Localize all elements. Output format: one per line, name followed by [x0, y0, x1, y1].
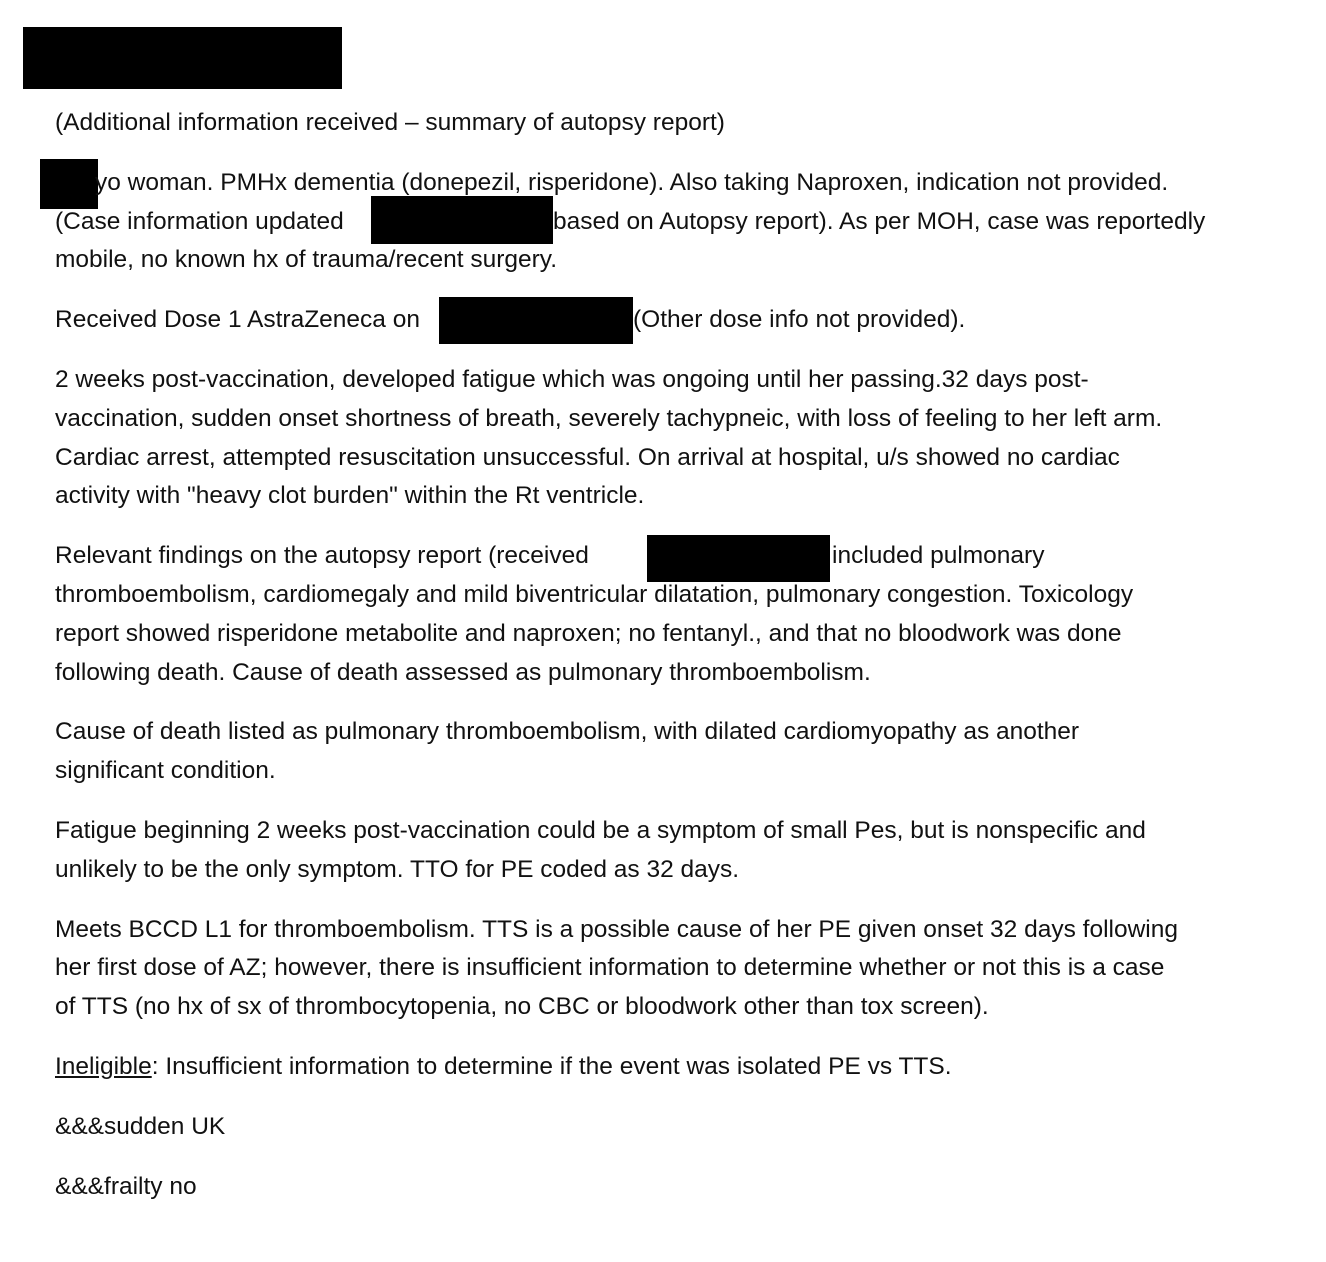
text-line: Cardiac arrest, attempted resuscitation unsuccessful. On arrival at hospital, u/s showed no cardiac — [55, 443, 1120, 471]
paragraph-cause-of-death — [55, 713, 1305, 791]
text-line: mobile, no known hx of trauma/recent surgery. — [55, 246, 558, 274]
text-line: thromboembolism, cardiomegaly and mild biventricular dilatation, pulmonary congestion. Toxicology — [55, 580, 1134, 608]
text-line: unlikely to be the only symptom. TTO for PE coded as 32 days. — [55, 855, 740, 883]
text-line: following death. Cause of death assessed as pulmonary thromboembolism. — [55, 658, 871, 686]
paragraph-clinical-course — [55, 361, 1305, 516]
text-line: Meets BCCD L1 for thromboembolism. TTS is a possible cause of her PE given onset 32 days following — [55, 915, 1178, 943]
text-line — [55, 537, 1305, 576]
text-line: of TTS (no hx of sx of thrombocytopenia, no CBC or bloodwork other than tox screen). — [55, 993, 989, 1021]
ineligible-label: Ineligible — [55, 1052, 152, 1080]
text-line: vaccination, sudden onset shortness of breath, severely tachypneic, with loss of feeling to her left arm. — [55, 404, 1163, 432]
paragraph-fatigue — [55, 812, 1305, 890]
text-fragment: included pulmonary — [832, 542, 1045, 570]
text-line: her first dose of AZ; however, there is insufficient information to determine whether or not this is a case — [55, 954, 1165, 982]
tag-text: &&&sudden UK — [55, 1112, 226, 1140]
document-body — [55, 104, 1305, 1227]
text-fragment: Relevant findings on the autopsy report (received — [55, 542, 589, 570]
text-line: 2 weeks post-vaccination, developed fatigue which was ongoing until her passing.32 days post- — [55, 365, 1089, 393]
tag-text: &&&frailty no — [55, 1172, 197, 1200]
paragraph-dose — [55, 301, 1305, 340]
header-text: (Additional information received – summary of autopsy report) — [55, 109, 725, 136]
paragraph-assessment — [55, 911, 1305, 1027]
tag-sudden — [55, 1108, 1305, 1147]
redaction-title — [23, 27, 342, 89]
text-fragment: Received Dose 1 AstraZeneca on — [55, 306, 420, 334]
paragraph-patient — [55, 164, 1305, 280]
header-line — [55, 104, 1305, 143]
text-line: report showed risperidone metabolite and naproxen; no fentanyl., and that no bloodwork was done — [55, 619, 1122, 647]
text-fragment: (Case information updated — [55, 207, 344, 235]
text-line: Cause of death listed as pulmonary thromboembolism, with dilated cardiomyopathy as another — [55, 718, 1080, 746]
paragraph-eligibility — [55, 1048, 1305, 1087]
text-fragment: based on Autopsy report). As per MOH, case was reportedly — [553, 207, 1206, 235]
tag-frailty — [55, 1168, 1305, 1207]
text-line: yo woman. PMHx dementia (donepezil, risperidone). Also taking Naproxen, indication not provided. — [95, 168, 1169, 196]
text-line: activity with "heavy clot burden" within the Rt ventricle. — [55, 482, 645, 510]
eligibility-text: : Insufficient information to determine if the event was isolated PE vs TTS. — [151, 1052, 952, 1080]
text-line — [55, 203, 1305, 242]
text-fragment: (Other dose info not provided). — [633, 306, 966, 334]
text-line: significant condition. — [55, 757, 276, 785]
text-line: Fatigue beginning 2 weeks post-vaccination could be a symptom of small Pes, but is nonspecific and — [55, 816, 1146, 844]
paragraph-autopsy-findings — [55, 537, 1305, 692]
